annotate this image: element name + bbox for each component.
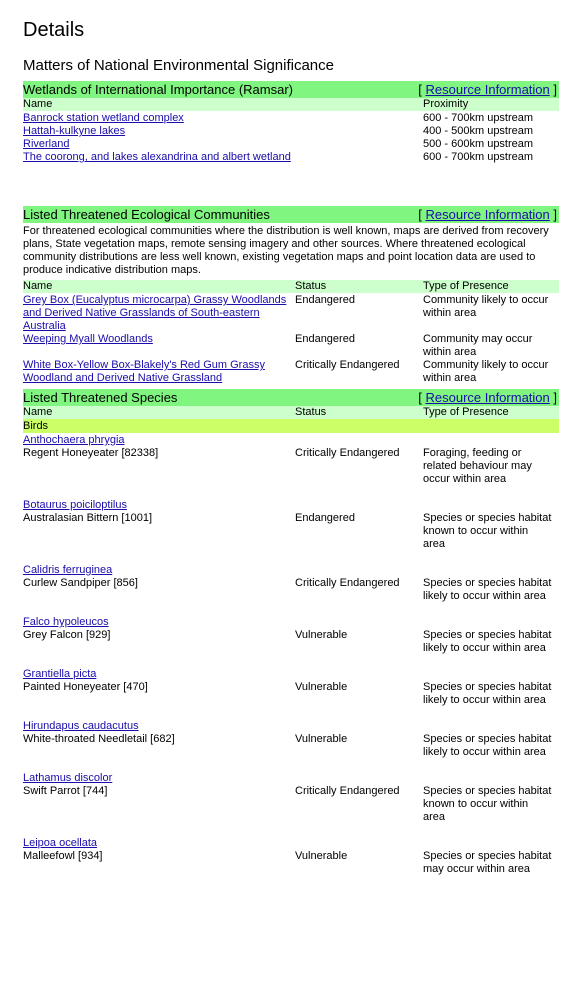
community-link[interactable]: Weeping Myall Woodlands bbox=[23, 333, 153, 345]
species-link[interactable]: Anthochaera phrygia bbox=[23, 434, 125, 446]
communities-resource-link[interactable]: [ Resource Information ] bbox=[418, 207, 557, 222]
table-row bbox=[23, 447, 559, 486]
status-cell: Endangered bbox=[295, 512, 355, 524]
communities-section bbox=[23, 206, 559, 385]
species-link[interactable]: Lathamus discolor bbox=[23, 772, 113, 784]
table-row bbox=[23, 112, 559, 125]
wetlands-title: Wetlands of International Importance (Ramsar) bbox=[23, 82, 293, 97]
table-row bbox=[23, 151, 559, 164]
status-cell: Critically Endangered bbox=[295, 359, 400, 371]
presence-cell: Species or species habitat likely to occur within area bbox=[423, 681, 552, 706]
community-name-cell bbox=[23, 294, 295, 333]
col-presence: Type of Presence bbox=[423, 406, 509, 418]
species-resource-link[interactable]: [ Resource Information ] bbox=[418, 390, 557, 405]
species-link-row bbox=[23, 434, 559, 447]
proximity-cell: 400 - 500km upstream bbox=[423, 125, 534, 137]
presence-cell: Species or species habitat likely to occur within area bbox=[423, 577, 552, 602]
table-row bbox=[23, 512, 559, 551]
status-cell: Critically Endangered bbox=[295, 447, 400, 459]
table-row bbox=[23, 138, 559, 151]
col-status: Status bbox=[295, 406, 327, 418]
common-name-cell: Regent Honeyeater [82338] bbox=[23, 447, 159, 459]
species-link-row bbox=[23, 616, 559, 629]
col-name: Name bbox=[23, 280, 53, 292]
presence-cell: Foraging, feeding or related behaviour may occur within area bbox=[423, 447, 532, 485]
table-row bbox=[23, 850, 559, 876]
communities-title: Listed Threatened Ecological Communities bbox=[23, 207, 270, 222]
species-link[interactable]: Calidris ferruginea bbox=[23, 564, 113, 576]
wetland-name-cell bbox=[23, 125, 423, 138]
page-title: Details bbox=[23, 19, 85, 41]
presence-cell: Species or species habitat may occur within area bbox=[423, 850, 552, 875]
species-link[interactable]: Grantiella picta bbox=[23, 668, 97, 680]
status-cell: Vulnerable bbox=[295, 629, 348, 641]
wetland-link[interactable]: Hattah-kulkyne lakes bbox=[23, 125, 126, 137]
col-name: Name bbox=[23, 406, 53, 418]
presence-cell: Species or species habitat known to occur within area bbox=[423, 785, 552, 823]
wetlands-resource-link[interactable]: [ Resource Information ] bbox=[418, 82, 557, 97]
group-header-birds: Birds bbox=[23, 419, 559, 433]
presence-cell: Species or species habitat known to occur within area bbox=[423, 512, 552, 550]
community-name-cell bbox=[23, 359, 295, 385]
species-link[interactable]: Hirundapus caudacutus bbox=[23, 720, 139, 732]
species-title: Listed Threatened Species bbox=[23, 390, 178, 405]
species-section bbox=[23, 389, 559, 876]
species-entry bbox=[23, 564, 559, 603]
species-entry bbox=[23, 668, 559, 707]
species-link-row bbox=[23, 564, 559, 577]
wetland-name-cell bbox=[23, 112, 423, 125]
col-presence: Type of Presence bbox=[423, 280, 509, 292]
table-row bbox=[23, 785, 559, 824]
table-row bbox=[23, 629, 559, 655]
common-name-cell: White-throated Needletail [682] bbox=[23, 733, 175, 745]
species-link[interactable]: Botaurus poiciloptilus bbox=[23, 499, 127, 511]
proximity-cell: 600 - 700km upstream bbox=[423, 112, 534, 124]
common-name-cell: Painted Honeyeater [470] bbox=[23, 681, 148, 693]
common-name-cell: Malleefowl [934] bbox=[23, 850, 103, 862]
wetland-link[interactable]: The coorong, and lakes alexandrina and albert wetland bbox=[23, 151, 291, 163]
common-name-cell: Australasian Bittern [1001] bbox=[23, 512, 153, 524]
presence-cell: Community likely to occur within area bbox=[423, 294, 549, 319]
species-header bbox=[23, 389, 559, 406]
wetlands-section bbox=[23, 81, 559, 164]
species-entry bbox=[23, 772, 559, 824]
species-link[interactable]: Leipoa ocellata bbox=[23, 837, 98, 849]
common-name-cell: Swift Parrot [744] bbox=[23, 785, 108, 797]
table-row bbox=[23, 333, 559, 359]
species-link-row bbox=[23, 668, 559, 681]
wetland-name-cell bbox=[23, 151, 423, 164]
status-cell: Vulnerable bbox=[295, 850, 348, 862]
wetlands-header bbox=[23, 81, 559, 98]
species-entry bbox=[23, 499, 559, 551]
table-row bbox=[23, 681, 559, 707]
table-row bbox=[23, 294, 559, 333]
status-cell: Critically Endangered bbox=[295, 785, 400, 797]
table-row bbox=[23, 125, 559, 138]
presence-cell: Species or species habitat likely to occur within area bbox=[423, 733, 552, 758]
status-cell: Vulnerable bbox=[295, 681, 348, 693]
proximity-cell: 500 - 600km upstream bbox=[423, 138, 534, 150]
species-link-row bbox=[23, 720, 559, 733]
col-proximity: Proximity bbox=[423, 98, 469, 110]
col-status: Status bbox=[295, 280, 327, 292]
species-link-row bbox=[23, 499, 559, 512]
presence-cell: Community may occur within area bbox=[423, 333, 533, 358]
col-name: Name bbox=[23, 98, 53, 110]
table-row bbox=[23, 577, 559, 603]
status-cell: Critically Endangered bbox=[295, 577, 400, 589]
species-entry bbox=[23, 837, 559, 876]
community-name-cell bbox=[23, 333, 295, 359]
status-cell: Vulnerable bbox=[295, 733, 348, 745]
communities-column-header bbox=[23, 280, 559, 293]
species-link-row bbox=[23, 837, 559, 850]
proximity-cell: 600 - 700km upstream bbox=[423, 151, 534, 163]
common-name-cell: Curlew Sandpiper [856] bbox=[23, 577, 138, 589]
community-link[interactable]: White Box-Yellow Box-Blakely's Red Gum Grassy Woodland and Derived Native Grassland bbox=[23, 359, 265, 384]
species-entry bbox=[23, 720, 559, 759]
presence-cell: Community likely to occur within area bbox=[423, 359, 549, 384]
section-title: Matters of National Environmental Significance bbox=[23, 57, 334, 74]
wetland-link[interactable]: Riverland bbox=[23, 138, 70, 150]
communities-intro: For threatened ecological communities where the distribution is well known, maps are derived from recovery plans, State vegetation maps, remote sensing imagery and other sources. Where threatened ecological community distributions are less well known, existing vegetation maps and point location data are used to produce indicative distribution maps. bbox=[23, 225, 549, 276]
common-name-cell: Grey Falcon [929] bbox=[23, 629, 111, 641]
table-row bbox=[23, 733, 559, 759]
communities-header bbox=[23, 206, 559, 223]
wetland-name-cell bbox=[23, 138, 423, 151]
species-entry bbox=[23, 434, 559, 486]
species-column-header bbox=[23, 406, 559, 419]
community-link[interactable]: Grey Box (Eucalyptus microcarpa) Grassy Woodlands and Derived Native Grasslands of South-eastern Australia bbox=[23, 294, 287, 332]
species-entry bbox=[23, 616, 559, 655]
species-link-row bbox=[23, 772, 559, 785]
presence-cell: Species or species habitat likely to occur within area bbox=[423, 629, 552, 654]
species-link[interactable]: Falco hypoleucos bbox=[23, 616, 109, 628]
wetlands-column-header bbox=[23, 98, 559, 111]
table-row bbox=[23, 359, 559, 385]
wetland-link[interactable]: Banrock station wetland complex bbox=[23, 112, 184, 124]
status-cell: Endangered bbox=[295, 333, 355, 345]
status-cell: Endangered bbox=[295, 294, 355, 306]
